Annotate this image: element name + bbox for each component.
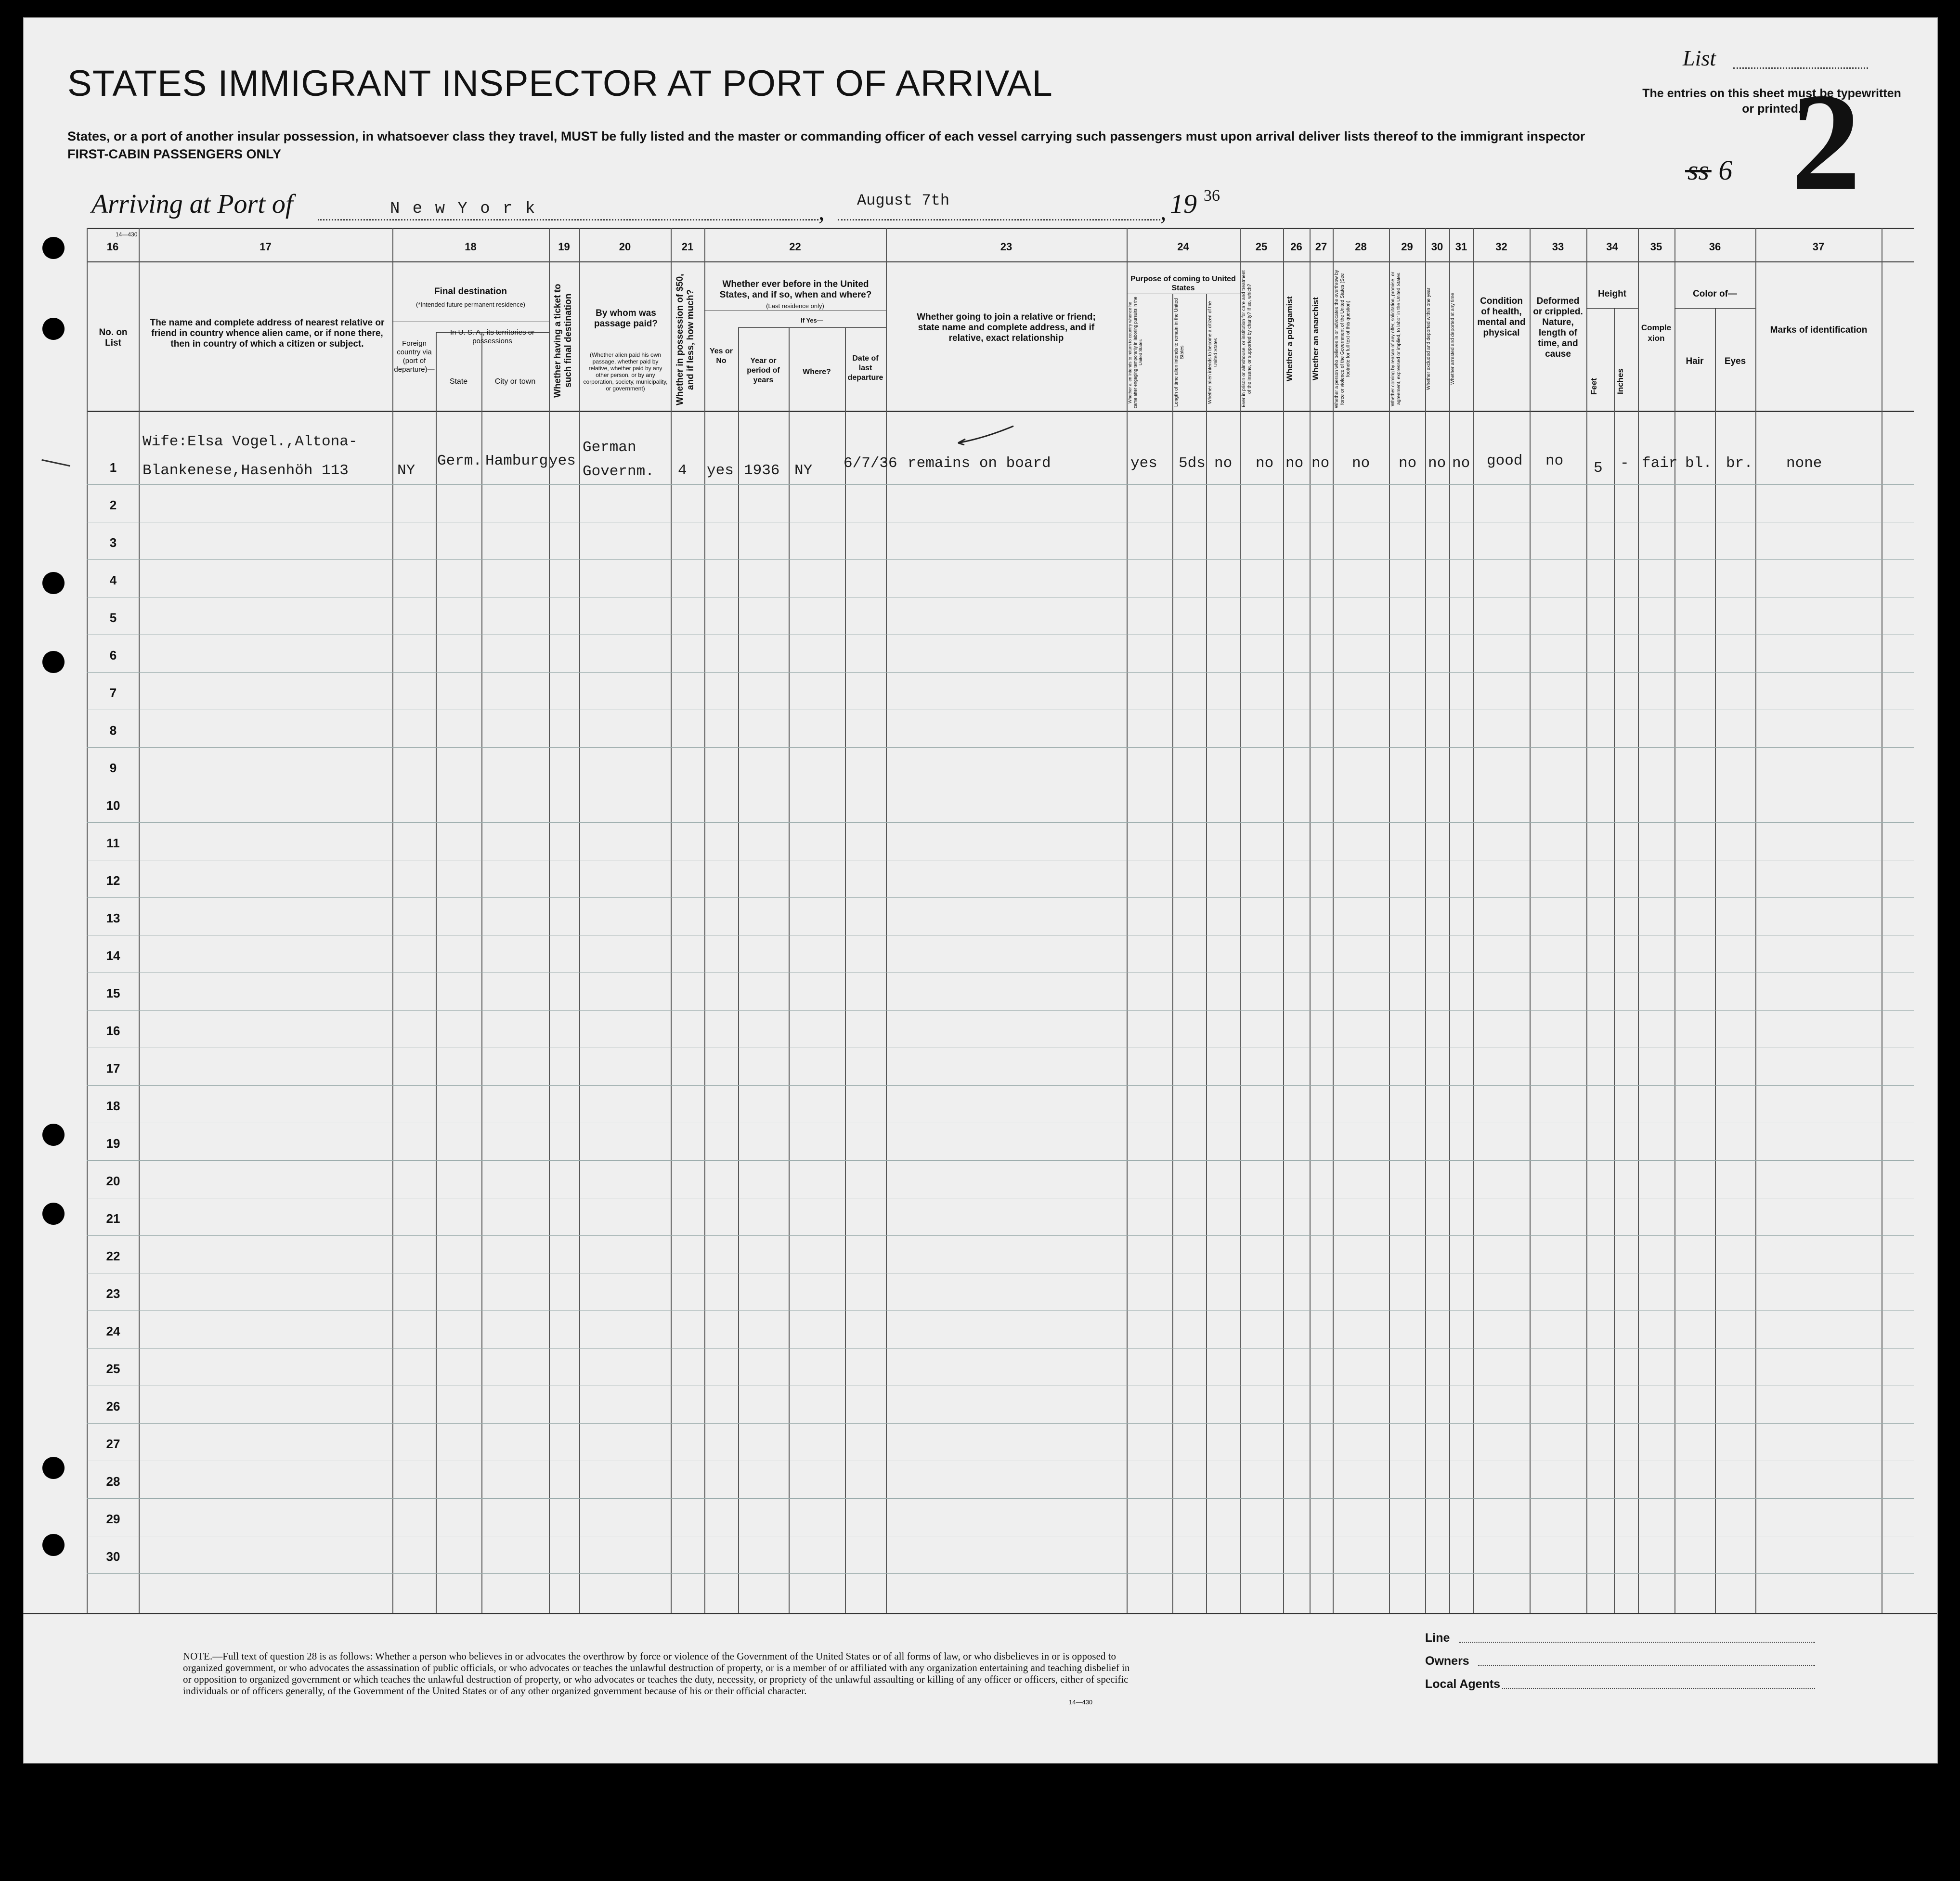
owners-field (1478, 1665, 1815, 1666)
anarchist: no (1311, 455, 1330, 472)
paid-by-line2: Governm. (583, 463, 654, 480)
before-year: 1936 (744, 462, 780, 479)
col-num-rule (87, 261, 1914, 262)
joining: remains on board (908, 455, 1051, 472)
col-number: 23 (1000, 241, 1012, 253)
return-intent: yes (1130, 455, 1157, 472)
arriving-label: Arriving at Port of (91, 189, 293, 219)
header-color-of: Color of— (1693, 289, 1737, 299)
header-polygamist: Whether a polygamist (1285, 296, 1294, 382)
col-rule (1530, 228, 1531, 1613)
row-number: 16 (106, 1024, 120, 1038)
hair: bl. (1685, 455, 1712, 472)
row-number: 21 (106, 1211, 120, 1226)
city: Hamburg (485, 453, 548, 469)
header-marks: Marks of identification (1770, 325, 1868, 335)
row-number: 19 (106, 1136, 120, 1151)
col-rule (1333, 228, 1334, 1613)
paid-by-line1: German (583, 439, 636, 456)
col-number: 26 (1290, 241, 1302, 253)
col-number: 36 (1709, 241, 1721, 253)
port-line (318, 219, 818, 221)
row-rule (87, 1235, 1914, 1236)
header-anarchist: Whether an anarchist (1311, 297, 1320, 381)
row-number: 6 (109, 648, 117, 662)
col-rule (1310, 228, 1311, 1613)
year-prefix: 19 (1170, 189, 1197, 219)
become-citizen: no (1214, 455, 1233, 472)
binder-hole (42, 1534, 65, 1556)
col-rule (1425, 228, 1426, 1613)
header-prison: Ever in prison or almshouse, or institution for care and treatment of the insane, or supported by charity? If so, which? (1241, 270, 1252, 408)
local-agents-field (1502, 1688, 1815, 1689)
relative-address-line2: Blankenese,Hasenhöh 113 (143, 462, 349, 479)
col-rule (1389, 228, 1390, 1613)
col-number: 31 (1455, 241, 1467, 253)
row-number: 28 (106, 1474, 120, 1489)
header-joining: Whether going to join a relative or friend; state name and complete address, and if relative, exact relationship (917, 312, 1096, 343)
date-value: August 7th (857, 192, 950, 209)
header-yes-no: Yes or No (709, 347, 733, 365)
row-number: 7 (109, 686, 117, 700)
table-top-rule (87, 228, 1914, 229)
row-number: 9 (109, 761, 117, 775)
row-rule (87, 672, 1914, 673)
row-number: 23 (106, 1286, 120, 1301)
header-last-departure: Date of last departure (847, 354, 883, 382)
header-final-destination-note: (*Intended future permanent residence) (416, 301, 525, 308)
form-code: 14—430 (116, 231, 138, 238)
header-passage-paid: By whom was passage paid? (594, 308, 658, 329)
col-number: 24 (1177, 241, 1189, 253)
before-yes-no: yes (707, 462, 734, 479)
header-height: Height (1597, 289, 1627, 299)
header-become-citizen: Whether alien intends to become a citizen of the United States (1207, 301, 1219, 404)
header-in-usa: In U. S. A., its territories or possessions (450, 328, 535, 345)
binder-hole (42, 237, 65, 259)
row-rule (87, 1348, 1914, 1349)
manifest-sheet (23, 17, 1938, 1764)
row-number: 17 (106, 1061, 120, 1076)
header-overthrow: Whether a person who believes in or advocates the overthrow by force or violence of the Government of the United States (See footnote for full text of this question) (1334, 270, 1351, 408)
row-rule (87, 484, 1914, 485)
ticket: yes (549, 453, 576, 469)
row-rule (87, 1085, 1914, 1086)
binder-hole (42, 1124, 65, 1146)
row-number: 10 (106, 798, 120, 813)
col-rule (1674, 228, 1675, 1613)
row-number: 8 (109, 723, 117, 738)
row-number: 5 (109, 610, 117, 625)
polygamist: no (1285, 455, 1304, 472)
col-rule (1638, 228, 1639, 1613)
row-number: 20 (106, 1174, 120, 1188)
binder-hole (42, 1457, 65, 1479)
col-number: 21 (681, 241, 694, 253)
col-rule (1283, 228, 1284, 1613)
row-number: 15 (106, 986, 120, 1000)
col-number: 32 (1495, 241, 1507, 253)
header-length-of-stay: Length of time alien intends to remain in the United States (1174, 298, 1185, 407)
header-before-in-us: Whether ever before in the United States, and if so, when and where? (719, 279, 872, 300)
col-rule (738, 327, 739, 1613)
subhdr-rule (1586, 308, 1638, 309)
instruction-text: States, or a port of another insular possession, in whatsoever class they travel, MUST be fully listed and the master or commanding officer of each vessel carrying such passengers must upon arrival deliver lists thereof to the immigrant inspector (67, 129, 1585, 143)
col-number: 17 (260, 241, 272, 253)
col-rule (845, 327, 846, 1613)
row-rule (87, 1573, 1914, 1574)
last-departure: 6/7/36 (844, 455, 897, 472)
row-rule (87, 1010, 1914, 1011)
col-rule (392, 228, 393, 1613)
line-label: Line (1425, 1631, 1450, 1645)
col-rule (886, 228, 887, 1613)
col-number: 18 (465, 241, 477, 253)
header-if-yes: If Yes— (801, 317, 823, 324)
row-rule (87, 897, 1914, 898)
header-labor-offer: Whether coming by reason of any offer, solicitation, promise, or agreement, expressed or implied, to labor in the United States (1390, 272, 1402, 406)
page-title: STATES IMMIGRANT INSPECTOR AT PORT OF ARRIVAL (67, 63, 1053, 104)
col-number: 25 (1255, 241, 1268, 253)
header-feet: Feet (1589, 378, 1598, 395)
row-number: 24 (106, 1324, 120, 1338)
col-rule (789, 327, 790, 1613)
col-number: 20 (619, 241, 631, 253)
header-passage-paid-note: (Whether alien paid his own passage, whether paid by relative, whether paid by any other person, or by any corporation, society, municipality, or government) (583, 351, 668, 392)
row-number: 1 (109, 460, 117, 475)
row-number: 18 (106, 1099, 120, 1113)
binder-hole (42, 651, 65, 673)
port-value: N e w Y o r k (390, 200, 537, 218)
row-rule (87, 559, 1914, 560)
row-number: 3 (109, 535, 117, 550)
subhdr-rule (738, 327, 886, 328)
comma: , (1160, 198, 1167, 225)
col-rule (1614, 308, 1615, 1613)
money: 4 (678, 462, 687, 479)
row-number: 11 (106, 836, 120, 850)
row-number: 12 (106, 873, 120, 888)
header-city: City or town (494, 377, 536, 386)
list-number: 2 (1791, 65, 1861, 219)
header-deformed: Deformed or crippled. Nature, length of time, and cause (1533, 296, 1583, 359)
col-rule (1240, 228, 1241, 1613)
feet: 5 (1594, 460, 1603, 477)
col-number: 30 (1431, 241, 1443, 253)
year-suffix: 36 (1204, 187, 1220, 205)
header-state: State (449, 377, 468, 386)
arrested: no (1452, 455, 1470, 472)
binder-hole (42, 1203, 65, 1225)
row-number: 13 (106, 911, 120, 925)
col-rule (1473, 228, 1474, 1613)
row-rule (87, 1310, 1914, 1311)
first-cabin-label: FIRST-CABIN PASSENGERS ONLY (67, 147, 282, 161)
header-ticket: Whether having a ticket to such final destination (553, 284, 573, 398)
col-rule (1715, 308, 1716, 1613)
header-hair: Hair (1686, 356, 1704, 366)
row-number: 2 (109, 498, 117, 512)
col-number: 16 (106, 241, 119, 253)
handwritten-page-number: ss 6 (1685, 155, 1733, 186)
typewritten-note: The entries on this sheet must be typewritten or printed. (1642, 87, 1901, 116)
row-rule (87, 1423, 1914, 1424)
deformed: no (1545, 453, 1564, 469)
row-number: 26 (106, 1399, 120, 1414)
local-agents-label: Local Agents (1425, 1677, 1501, 1691)
header-excluded: Whether excluded and deported within one year (1426, 287, 1431, 390)
col-rule (549, 228, 550, 1613)
col-rule (1755, 228, 1756, 1613)
header-foreign-country: Foreign country via (port of departure)— (394, 339, 435, 374)
header-eyes: Eyes (1724, 356, 1746, 366)
header-relative-address: The name and complete address of nearest relative or friend in country whence alien came, or if none there, then in country of which a citizen or subject. (150, 318, 385, 349)
line-field (1459, 1642, 1815, 1643)
footer-form-code: 14—430 (1069, 1699, 1093, 1706)
row-number: 30 (106, 1549, 120, 1564)
owners-label: Owners (1425, 1654, 1469, 1668)
excluded: no (1428, 455, 1446, 472)
header-last-residence: (Last residence only) (766, 302, 824, 310)
binder-hole (42, 572, 65, 594)
row-number: 29 (106, 1512, 120, 1526)
overthrow: no (1352, 455, 1370, 472)
subhdr-rule (1674, 308, 1755, 309)
col-number: 35 (1650, 241, 1662, 253)
state: Germ. (437, 453, 482, 469)
col-number: 29 (1401, 241, 1413, 253)
header-inches: Inches (1616, 368, 1625, 395)
footnote: NOTE.—Full text of question 28 is as follows: Whether a person who believes in or advocates the overthrow by force or violence of the Government of the United States or of all forms of law, or who disbelieves in or is opposed to organized government, or who advocates the assassination of public officials, or who advocates or teaches the unlawful destruction of property, or is a member of or affiliated with any organization entertaining and teaching disbelief in or opposition to organized government or which teaches the unlawful destruction of property, or who advocates or teaches the duty, necessity, or propriety of the unlawful assaulting or killing of any officer or officers, either of specific individuals or of officers generally, of the Government of the United States or of any other organized government because of his or their official character. (183, 1650, 1130, 1697)
foreign-via: NY (397, 462, 415, 479)
row-number: 4 (109, 573, 117, 587)
header-year: Year or period of years (747, 357, 780, 384)
table-bottom-rule (23, 1613, 1937, 1614)
col-rule (579, 228, 580, 1613)
header-arrested: Whether arrested and deported at any time (1450, 293, 1455, 385)
header-final-destination: Final destination (434, 286, 507, 297)
prison: no (1256, 455, 1274, 472)
health: good (1487, 453, 1523, 469)
comma: , (818, 198, 825, 225)
checkmark-annotation (956, 424, 1023, 448)
header-bottom-rule (87, 411, 1914, 412)
list-label-text: List (1683, 46, 1716, 70)
col-rule (1127, 228, 1128, 1613)
col-rule (704, 228, 705, 1613)
inches: - (1620, 455, 1629, 472)
header-where: Where? (803, 368, 831, 376)
row-number: 22 (106, 1249, 120, 1263)
labor-offer: no (1399, 455, 1417, 472)
col-number: 28 (1355, 241, 1367, 253)
col-rule (1172, 294, 1173, 1613)
header-complexion: Complexion (1641, 323, 1672, 343)
row-rule (87, 1498, 1914, 1499)
row-rule (87, 1160, 1914, 1161)
complexion: fair (1642, 455, 1678, 472)
col-number: 37 (1812, 241, 1825, 253)
header-money: Whether in possession of $50, and if less, how much? (675, 273, 696, 405)
list-label (1683, 45, 1716, 71)
date-line (838, 219, 1160, 221)
row-number: 25 (106, 1362, 120, 1376)
relative-address-line1: Wife:Elsa Vogel.,Altona- (143, 433, 358, 450)
col-rule (671, 228, 672, 1613)
eyes: br. (1726, 455, 1753, 472)
col-number: 34 (1606, 241, 1618, 253)
header-return-intent: Whether alien intends to return to country whence he came after engaging temporarily in laboring pursuits in the United States (1128, 297, 1143, 408)
header-no-on-list: No. on List (99, 327, 128, 348)
handwritten-page-value: 6 (1718, 155, 1733, 186)
row-rule (87, 822, 1914, 823)
row-rule (87, 747, 1914, 748)
col-number: 19 (558, 241, 570, 253)
col-number: 27 (1315, 241, 1327, 253)
marks: none (1786, 455, 1822, 472)
col-number: 33 (1552, 241, 1564, 253)
length-of-stay: 5ds (1179, 455, 1206, 472)
col-rule (1449, 228, 1450, 1613)
binder-hole (42, 318, 65, 340)
before-where: NY (794, 462, 813, 479)
col-number: 22 (789, 241, 801, 253)
col-rule (1586, 228, 1587, 1613)
header-purpose: Purpose of coming to United States (1130, 275, 1236, 292)
col-rule (1206, 294, 1207, 1613)
row-number: 27 (106, 1437, 120, 1451)
header-health: Condition of health, mental and physical (1477, 296, 1526, 338)
row-number: 14 (106, 948, 120, 963)
